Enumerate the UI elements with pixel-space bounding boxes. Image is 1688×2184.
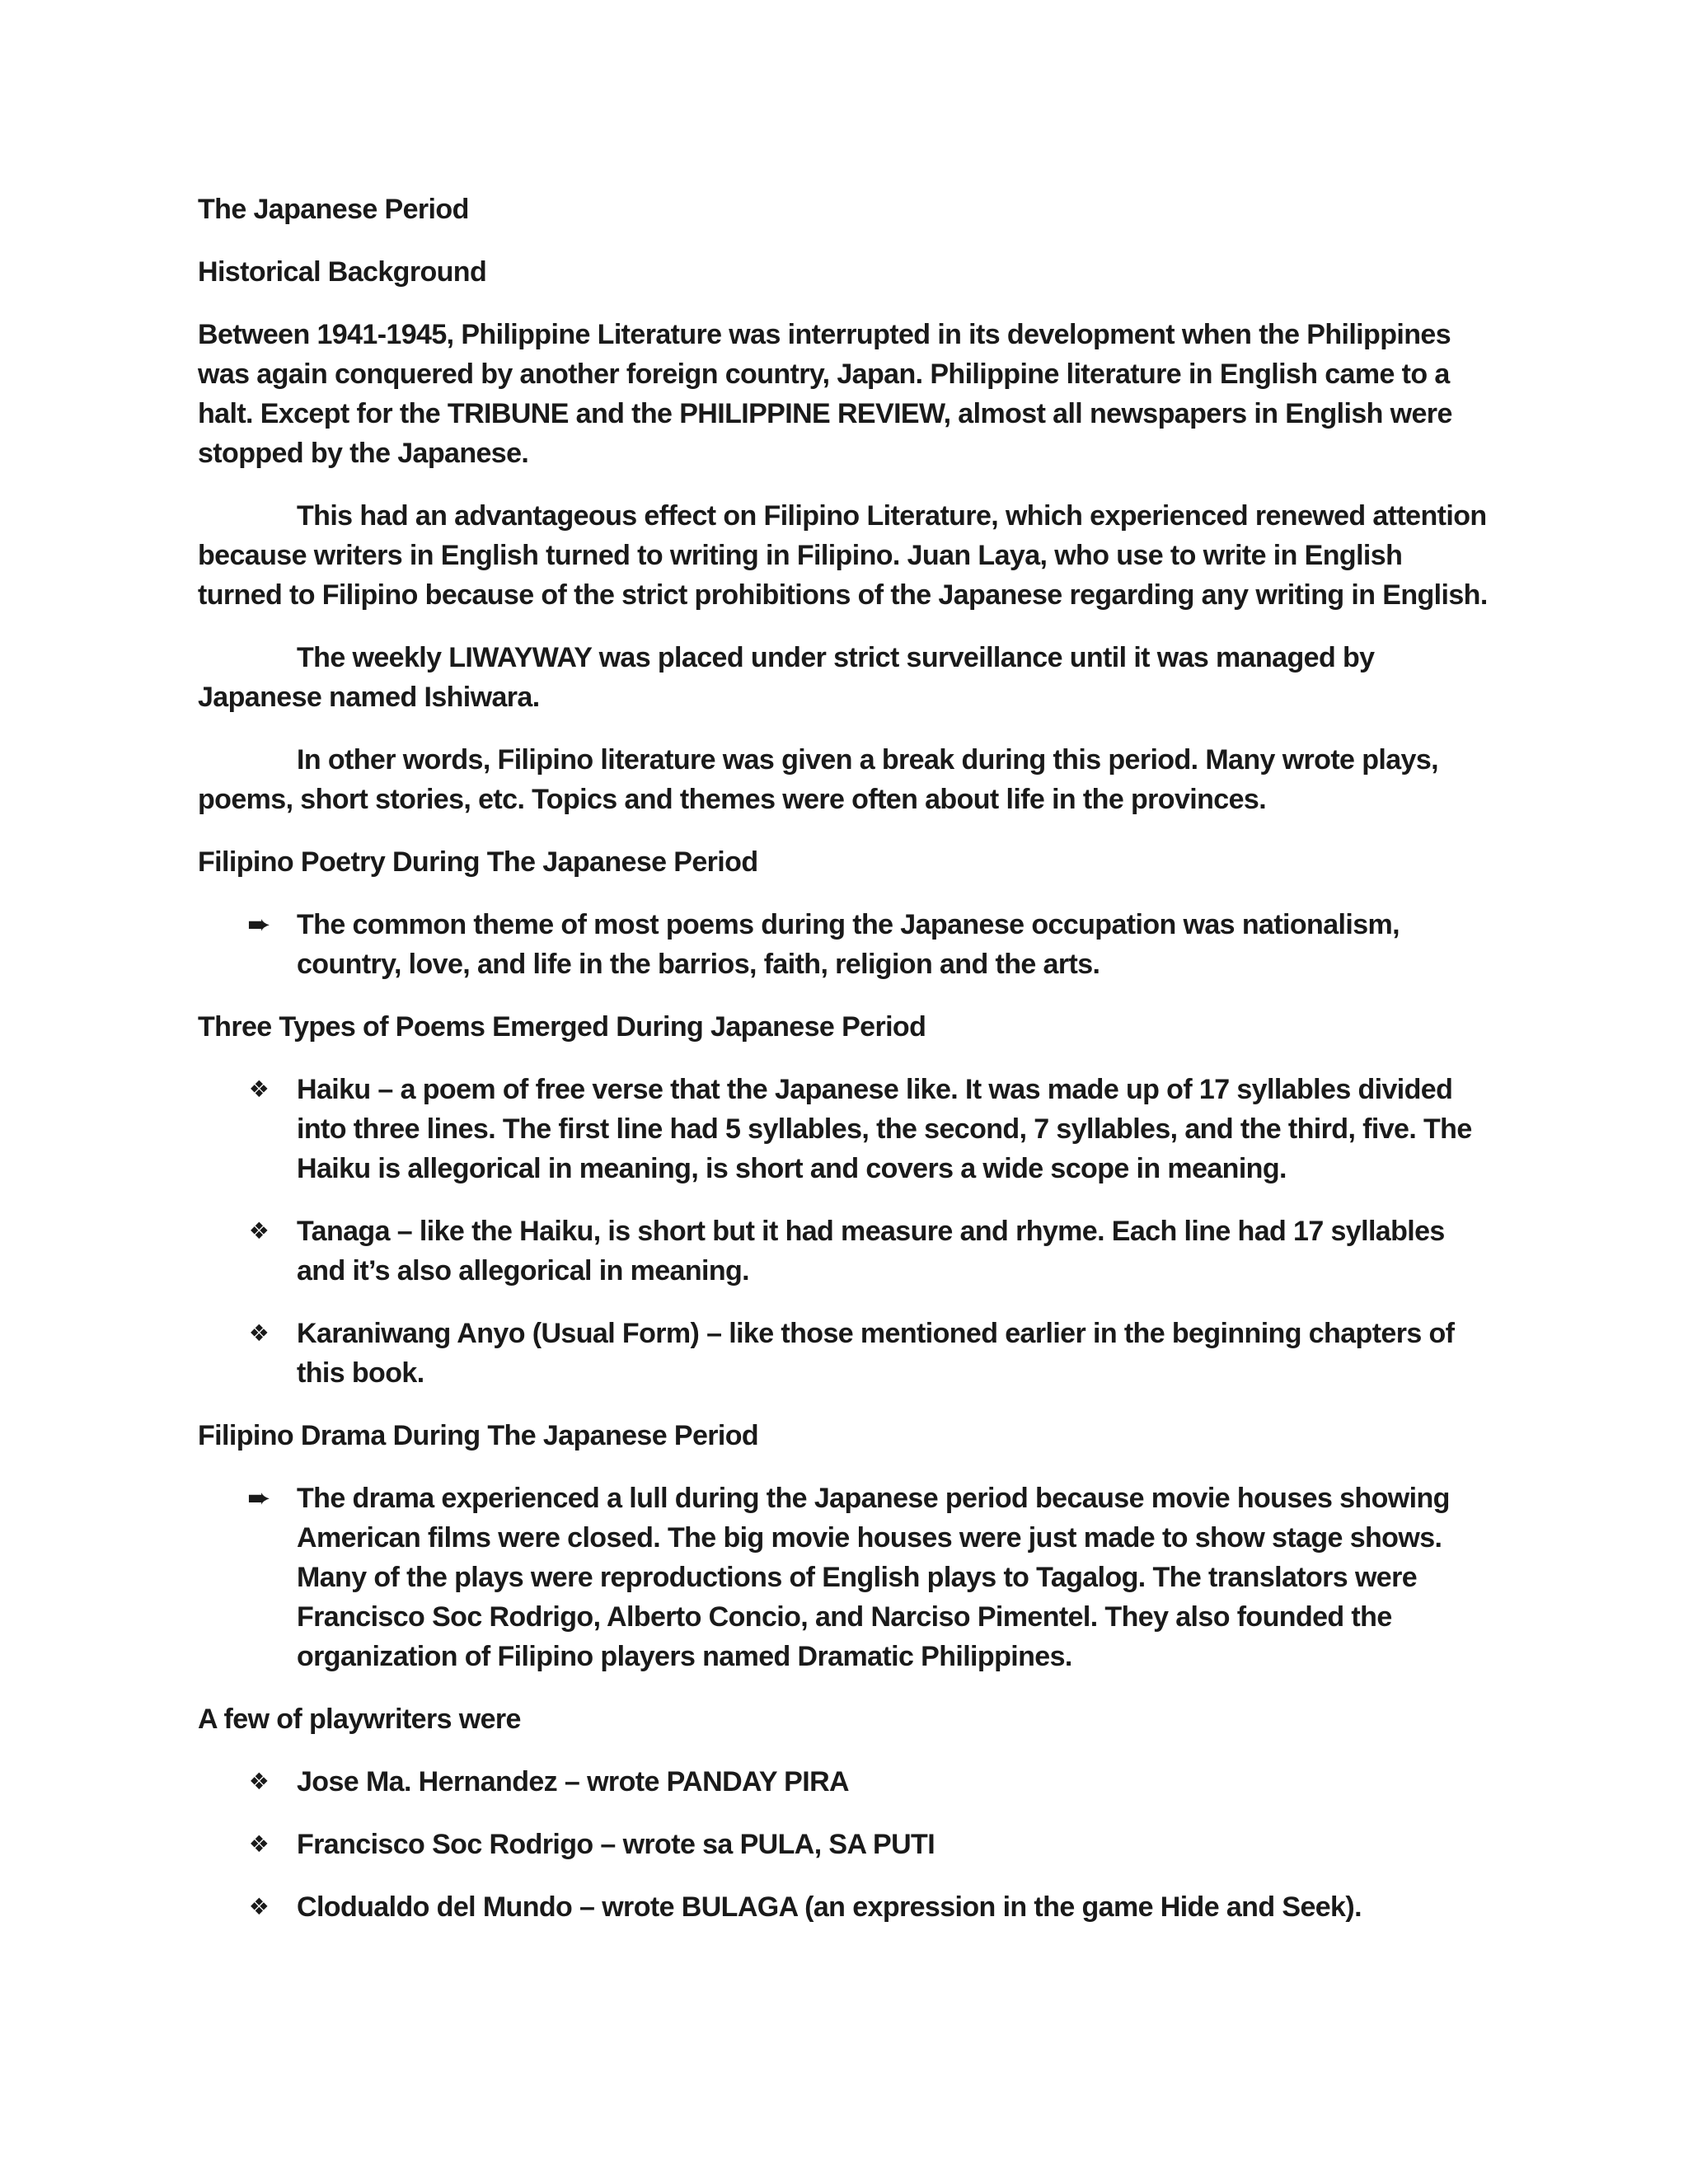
- historical-paragraph: This had an advantageous effect on Filipino Literature, which experienced renewed attention because writers in English turned to writing in Filipino. Juan Laya, who use to write in English turned to Filipino because of the strict prohibitions of the Japanese regarding any writing in English.: [198, 500, 1488, 611]
- list-item: [198, 905, 1492, 984]
- diamond-bullet-icon: ❖: [248, 1769, 270, 1794]
- poem-types-list: [198, 1070, 1492, 1393]
- diamond-bullet-icon: ❖: [248, 1320, 270, 1346]
- list-item: [198, 1479, 1492, 1676]
- diamond-bullet-icon: ❖: [248, 1894, 270, 1919]
- arrow-bullet-icon: ➨: [247, 909, 270, 940]
- list-item: [198, 1070, 1492, 1188]
- list-item: [198, 1212, 1492, 1291]
- drama-text: The drama experienced a lull during the Japanese period because movie houses showing American films were closed. The big movie houses were just made to show stage shows. Many of the plays were reproductions of English plays to Tagalog. The translators were Francisco Soc Rodrigo, Alberto Concio, and Narciso Pimentel. They also founded the organization of Filipino players named Dramatic Philippines.: [297, 1483, 1450, 1672]
- poem-type-haiku: Haiku – a poem of free verse that the Japanese like. It was made up of 17 syllables divided into three lines. The first line had 5 syllables, the second, 7 syllables, and the third, five. The Haiku is allegorical in meaning, is short and covers a wide scope in meaning.: [297, 1074, 1472, 1184]
- playwriters-heading: A few of playwriters were: [198, 1704, 521, 1735]
- drama-heading: Filipino Drama During The Japanese Period: [198, 1420, 759, 1451]
- historical-paragraph: In other words, Filipino literature was given a break during this period. Many wrote plays, poems, short stories, etc. Topics and themes were often about life in the provinces.: [198, 744, 1439, 815]
- list-item: [198, 1762, 1492, 1802]
- poem-types-heading: Three Types of Poems Emerged During Japanese Period: [198, 1011, 926, 1043]
- list-item: [198, 1314, 1492, 1393]
- arrow-bullet-icon: ➨: [247, 1483, 270, 1514]
- document-title: The Japanese Period: [198, 194, 469, 225]
- poetry-heading: Filipino Poetry During The Japanese Period: [198, 846, 758, 878]
- poem-type-tanaga: Tanaga – like the Haiku, is short but it had measure and rhyme. Each line had 17 syllables and it’s also allegorical in meaning.: [297, 1216, 1445, 1286]
- poem-type-karaniwang-anyo: Karaniwang Anyo (Usual Form) – like those mentioned earlier in the beginning chapters of this book.: [297, 1318, 1455, 1389]
- diamond-bullet-icon: ❖: [248, 1076, 270, 1102]
- drama-bullet-list: [198, 1479, 1492, 1676]
- list-item: [198, 1825, 1492, 1864]
- historical-paragraph: Between 1941-1945, Philippine Literature was interrupted in its development when the Philippines was again conquered by another foreign country, Japan. Philippine literature in English came to a halt. Except for the TRIBUNE and the PHILIPPINE REVIEW, almost all newspapers in English were stopped by the Japanese.: [198, 319, 1452, 469]
- diamond-bullet-icon: ❖: [248, 1218, 270, 1244]
- playwriter-entry: Clodualdo del Mundo – wrote BULAGA (an expression in the game Hide and Seek).: [297, 1891, 1362, 1923]
- playwriter-entry: Francisco Soc Rodrigo – wrote sa PULA, SA PUTI: [297, 1829, 935, 1860]
- diamond-bullet-icon: ❖: [248, 1831, 270, 1857]
- poetry-theme-text: The common theme of most poems during the Japanese occupation was nationalism, country, love, and life in the barrios, faith, religion and the arts.: [297, 909, 1400, 980]
- list-item: [198, 1887, 1492, 1927]
- document-body: [198, 190, 1492, 1950]
- historical-background-heading: Historical Background: [198, 256, 487, 288]
- playwriter-entry: Jose Ma. Hernandez – wrote PANDAY PIRA: [297, 1766, 850, 1797]
- poetry-bullet-list: [198, 905, 1492, 984]
- historical-paragraph: The weekly LIWAYWAY was placed under strict surveillance until it was managed by Japanese named Ishiwara.: [198, 642, 1375, 713]
- playwriters-list: [198, 1762, 1492, 1927]
